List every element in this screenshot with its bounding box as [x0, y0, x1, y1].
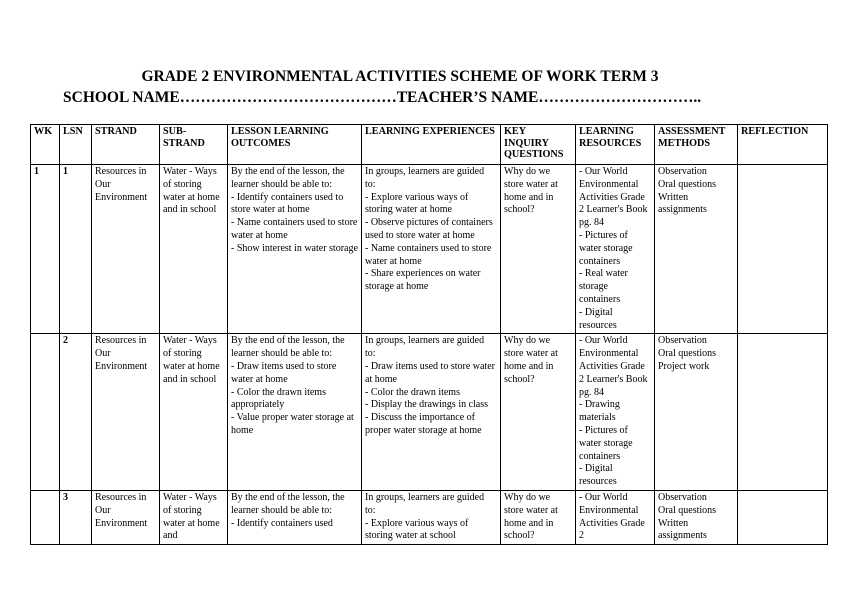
header-strand: STRAND: [92, 125, 160, 165]
cell-assessment: Observation Oral questions Project work: [655, 334, 738, 491]
header-experiences: LEARNING EXPERIENCES: [362, 125, 501, 165]
cell-wk: [31, 490, 60, 544]
cell-reflection: [738, 165, 828, 334]
cell-outcomes: By the end of the lesson, the learner should be able to: - Identify containers used: [228, 490, 362, 544]
cell-wk: 1: [31, 165, 60, 334]
cell-sub-strand: Water - Ways of storing water at home and: [160, 490, 228, 544]
cell-strand: Resources in Our Environment: [92, 334, 160, 491]
table-row: [31, 334, 828, 491]
table-row: [31, 165, 828, 334]
cell-resources: - Our World Environmental Activities Grade 2: [576, 490, 655, 544]
document-title: GRADE 2 ENVIRONMENTAL ACTIVITIES SCHEME OF WORK TERM 3: [141, 68, 659, 85]
cell-lsn: 3: [60, 490, 92, 544]
cell-questions: Why do we store water at home and in school?: [501, 334, 576, 491]
table-header-row: [31, 125, 828, 165]
cell-reflection: [738, 334, 828, 491]
table-row: [31, 490, 828, 544]
header-outcomes: LESSON LEARNING OUTCOMES: [228, 125, 362, 165]
header-questions: KEY INQUIRY QUESTIONS: [501, 125, 576, 165]
cell-assessment: Observation Oral questions Written assignments: [655, 165, 738, 334]
cell-resources: - Our World Environmental Activities Grade 2 Learner's Book pg. 84 - Pictures of water storage containers - Real water storage containers - Digital resources: [576, 165, 655, 334]
cell-sub-strand: Water - Ways of storing water at home and in school: [160, 165, 228, 334]
cell-sub-strand: Water - Ways of storing water at home and in school: [160, 334, 228, 491]
scheme-of-work-table: [30, 124, 828, 545]
header-sub-strand: SUB- STRAND: [160, 125, 228, 165]
cell-strand: Resources in Our Environment: [92, 165, 160, 334]
cell-experiences: In groups, learners are guided to: - Draw items used to store water at home - Color the drawn items - Display the drawings in class - Discuss the importance of proper water storage at home: [362, 334, 501, 491]
cell-strand: Resources in Our Environment: [92, 490, 160, 544]
cell-questions: Why do we store water at home and in school?: [501, 490, 576, 544]
cell-lsn: 1: [60, 165, 92, 334]
cell-outcomes: By the end of the lesson, the learner should be able to: - Draw items used to store water at home - Color the drawn items appropriately - Value proper water storage at home: [228, 334, 362, 491]
cell-reflection: [738, 490, 828, 544]
cell-outcomes: By the end of the lesson, the learner should be able to: - Identify containers used to store water at home - Name containers used to store water at home - Show interest in water storage: [228, 165, 362, 334]
cell-wk: [31, 334, 60, 491]
cell-questions: Why do we store water at home and in school?: [501, 165, 576, 334]
cell-assessment: Observation Oral questions Written assignments: [655, 490, 738, 544]
header-reflection: REFLECTION: [738, 125, 828, 165]
cell-experiences: In groups, learners are guided to: - Explore various ways of storing water at school: [362, 490, 501, 544]
header-wk: WK: [31, 125, 60, 165]
cell-resources: - Our World Environmental Activities Grade 2 Learner's Book pg. 84 - Drawing materials - Pictures of water storage containers - Digital resources: [576, 334, 655, 491]
header-lsn: LSN: [60, 125, 92, 165]
header-resources: LEARNING RESOURCES: [576, 125, 655, 165]
cell-lsn: 2: [60, 334, 92, 491]
cell-experiences: In groups, learners are guided to: - Explore various ways of storing water at home - Observe pictures of containers used to store water at home - Name containers used to store water at home - Share experiences on water storage at home: [362, 165, 501, 334]
school-teacher-line: SCHOOL NAME……………………………………TEACHER’S NAME…………………………..: [63, 89, 702, 106]
header-assessment: ASSESSMENT METHODS: [655, 125, 738, 165]
